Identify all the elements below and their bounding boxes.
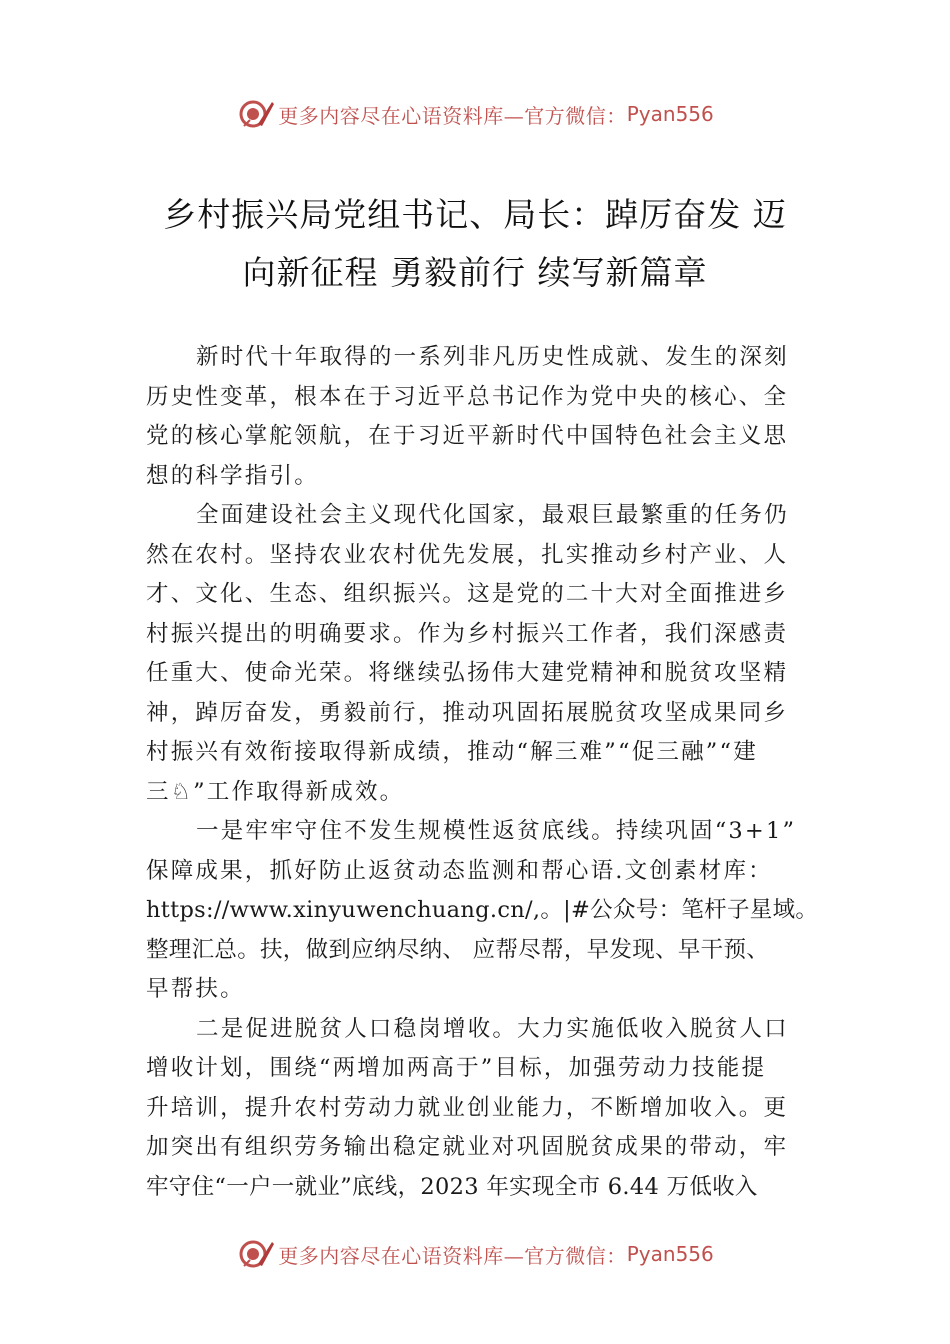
body-line: 保障成果，抓好防止返贫动态监测和帮心语.文创素材库： (146, 857, 773, 884)
body-line: 然在农村。坚持农业农村优先发展，扎实推动乡村产业、人 (146, 541, 789, 568)
banner-wechat-id: Pyan556 (626, 1242, 714, 1266)
header-watermark-banner (0, 92, 950, 136)
body-line: 村振兴有效衔接取得新成绩，推动“解三难”“促三融”“建 (146, 739, 758, 765)
title-line-2: 向新征程 勇毅前行 续写新篇章 (242, 253, 708, 292)
body-line: 三♘”工作取得新成效。 (146, 778, 405, 805)
body-line: 牢守住“一户一就业”底线，2023 年实现全市 6.44 万低收入 (146, 1173, 758, 1200)
banner-text: 更多内容尽在心语资料库—官方微信： (278, 103, 627, 128)
article-body (146, 338, 846, 1207)
body-line: 村振兴提出的明确要求。作为乡村振兴工作者，我们深感责 (146, 620, 789, 647)
pen-logo-icon (236, 94, 276, 134)
body-line: 任重大、使命光荣。将继续弘扬伟大建党精神和脱贫攻坚精 (146, 660, 789, 686)
body-line: 增收计划，围绕“两增加两高于”目标，加强劳动力技能提 (146, 1055, 767, 1081)
footer-watermark-banner (0, 1232, 950, 1276)
body-line: 二是促进脱贫人口稳岗增收。大力实施低收入脱贫人口 (196, 1015, 789, 1042)
body-line: 早帮扶。 (146, 976, 245, 1002)
body-line: 才、文化、生态、组织振兴。这是党的二十大对全面推进乡 (146, 581, 789, 607)
body-line: 升培训，提升农村劳动力就业创业能力，不断增加收入。更 (146, 1094, 789, 1121)
body-line: 历史性变革，根本在于习近平总书记作为党中央的核心、全 (146, 383, 789, 410)
body-line: 党的核心掌舵领航，在于习近平新时代中国特色社会主义思 (146, 423, 789, 449)
body-line-url: https://www.xinyuwenchuang.cn/,。|#公众号：笔杆子星域。 (146, 897, 819, 923)
banner-text: 更多内容尽在心语资料库—官方微信： (278, 1243, 627, 1268)
body-line: 神，踔厉奋发，勇毅前行，推动巩固拓展脱贫攻坚成果同乡 (146, 699, 789, 726)
banner-wechat-id: Pyan556 (626, 102, 714, 126)
body-line: 加突出有组织劳务输出稳定就业对巩固脱贫成果的带动，牢 (146, 1134, 789, 1160)
body-line: 整理汇总。扶，做到应纳尽纳、 应帮尽帮，早发现、早干预、 (146, 936, 770, 963)
title-line-1: 乡村振兴局党组书记、局长：踔厉奋发 迈 (163, 195, 787, 234)
body-line: 新时代十年取得的一系列非凡历史性成就、发生的深刻 (196, 344, 789, 370)
article-title (140, 186, 810, 302)
body-line: 一是牢牢守住不发生规模性返贫底线。持续巩固“3+1” (196, 818, 797, 844)
pen-logo-icon (236, 1234, 276, 1274)
body-line: 全面建设社会主义现代化国家，最艰巨最繁重的任务仍 (196, 502, 789, 528)
body-line: 想的科学指引。 (146, 462, 319, 489)
